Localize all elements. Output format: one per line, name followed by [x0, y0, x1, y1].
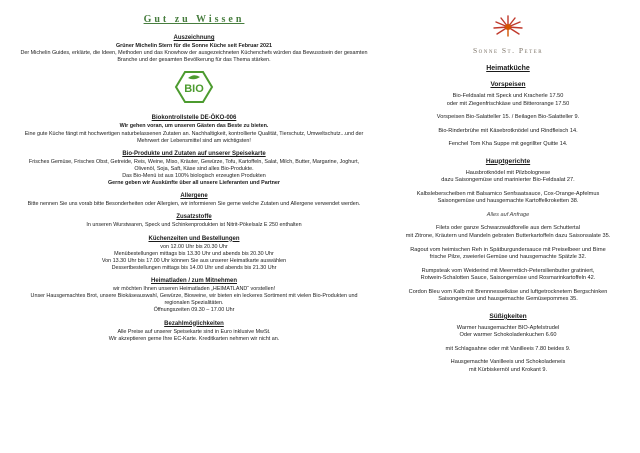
text-line: Eine gute Küche fängt mit hochwertigen naturbelassenen Zutaten an. Nachhaltigkeit, kontrollierte Qualität, Tierschutz, Umweltschutz...und der Mehrwert der Lebensmittel sind am wichtigsten!	[24, 130, 364, 144]
text-line: Menübestellungen mittags bis 13.30 Uhr und abends bis 20.30 Uhr	[114, 250, 274, 257]
bio-seal-logo	[174, 70, 214, 109]
menu-page	[392, 14, 624, 445]
info-page	[14, 14, 382, 445]
text-line: mit Zitrone, Kräutern und Mandeln gebraten Butterkartoffeln dazu Saisonsalate 35.	[405, 233, 611, 240]
menu-item	[392, 170, 624, 185]
text-line: Bio-Feldsalat mit Speck und Kracherle 17.50	[452, 93, 564, 99]
menu-section	[20, 236, 368, 273]
info-sections-container	[20, 115, 368, 342]
text-line: Dessertbestellungen mittags bis 14.00 Uhr und abends bis 21.30 Uhr	[111, 264, 277, 271]
menu-item	[392, 128, 624, 136]
menu-item	[392, 93, 624, 108]
text-line: In unseren Wurstwaren, Speck und Schinkenprodukten ist Nitrit-Pökelsalz E 250 enthalten	[86, 222, 302, 229]
menu-section	[20, 151, 368, 188]
menu-section	[392, 158, 624, 304]
text-line: Rumpsteak vom Weiderind mit Meerrettich-Petersilienbutter gratiniert,	[421, 267, 595, 274]
text-line: wir möchten Ihnen unseren Heimatladen „HEIMATLAND“ vorstellen!	[112, 286, 276, 292]
text-line: Rotwein-Schalotten Sauce, Saisongemüse und Rosmarinkartoffeln 42.	[420, 275, 596, 282]
section-heading: Allergene	[180, 193, 208, 200]
text-line: mit Schlagsahne oder mit Vanilleeis 7.80 beides 9.	[445, 345, 571, 352]
menu-item	[392, 268, 624, 283]
text-line: Kalbsleberscheiben mit Balsamico Senfsaatsauce, Cox-Orange-Apfelmus	[416, 190, 600, 197]
section-heading: Biokontrollstelle DE-ÖKO-006	[151, 115, 237, 122]
text-line: dazu Saisongemüse und marinierter Bio-Feldsalat 27.	[441, 177, 575, 184]
award-section-container	[20, 35, 368, 64]
leaf-icon	[188, 76, 200, 80]
text-line: oder mit Ziegenfrischkäse und Bitterorange 17.50	[446, 100, 570, 107]
text-line: Cordon Bleu vom Kalb mit Brennnesselkäse und luftgetrocknetem Bergschinken	[408, 288, 608, 295]
menu-section	[20, 278, 368, 315]
text-line: Von 13.30 Uhr bis 17.00 Uhr können Sie aus unserer Heimatkarte auswählen	[101, 257, 287, 264]
text-line: von 12.00 Uhr bis 20.30 Uhr	[160, 243, 228, 250]
section-heading: Küchenzeiten und Bestellungen	[148, 235, 240, 242]
menu-section	[20, 35, 368, 64]
section-heading: Bio-Produkte und Zutaten auf unserer Speisekarte	[122, 150, 266, 157]
text-line: Bio-Rinderbrühe mit Käsebrotknödel und Rindfleisch 14.	[438, 127, 578, 134]
sun-logo-icon	[491, 14, 525, 40]
bio-hexagon-icon	[174, 70, 214, 104]
menu-heading: Heimatküche	[486, 65, 530, 72]
text-line: Fenchel Tom Kha Suppe mit gegrillter Quitte 14.	[448, 141, 568, 148]
menu-section	[20, 321, 368, 343]
menu-section	[20, 214, 368, 229]
text-line: Das Bio-Menü ist aus 100% biologisch erzeugten Produkten	[122, 173, 266, 179]
menu-item	[392, 247, 624, 262]
text-line: Grüner Michelin Stern für die Sonne Küche seit Februar 2021	[115, 43, 273, 49]
text-line: Saisongemüse und hausgemachte Gemüsepommes 35.	[438, 296, 578, 303]
text-line: mit Kürbiskernöl und Krokant 9.	[468, 367, 548, 374]
text-line: Vorspeisen Bio-Salatteller 15. / Beilagen Bio-Salatteller 9.	[436, 114, 580, 121]
menu-section	[392, 81, 624, 149]
menu-item	[392, 325, 624, 340]
text-line: Filets oder ganze Schwarzwaldforelle aus dem Schuttertal	[436, 225, 580, 232]
text-line: Frisches Gemüse, Frisches Obst, Getreide, Reis, Weine, Miso, Kräuter, Gewürze, Tofu, Kartoffeln, Salat, Milch, Butter, Margarine, Joghurt, Olivenöl, Soja, Saft, Käse sind alles Bio-Produkte.	[28, 158, 360, 172]
menu-section	[392, 313, 624, 375]
menu-item	[392, 191, 624, 206]
section-heading: Bezahlmöglichkeiten	[164, 320, 224, 327]
brand-name: Sonne St. Peter	[472, 46, 544, 55]
text-line: Warmer hausgemachter BIO-Apfelstrudel	[456, 324, 560, 331]
menu-section	[20, 193, 368, 208]
text-line: Ragout vom heimischen Reh in Spätburgundersauce mit Preiselbeer und Birne	[410, 246, 606, 253]
text-line: Wir gehen voran, um unseren Gästen das Beste zu bieten.	[119, 123, 269, 130]
bio-seal-label: BIO	[184, 83, 204, 96]
text-line: Wir akzeptieren gerne Ihre EC-Karte. Kreditkarten nehmen wir nicht an.	[108, 335, 280, 342]
menu-item	[392, 359, 624, 374]
menu-item	[392, 114, 624, 122]
text-line: Alle Preise auf unserer Speisekarte sind in Euro inklusive MwSt.	[117, 328, 271, 335]
section-heading: Hauptgerichte	[485, 157, 531, 165]
section-heading: Süßigkeiten	[489, 312, 527, 320]
section-heading: Heimatladen / zum Mitnehmen	[150, 278, 237, 284]
text-line: frische Pilze, zweierlei Gemüse und hausgemachte Spätzle 32.	[429, 254, 587, 261]
text-line: Gerne geben wir Auskünfte über all unsere Lieferanten und Partner	[107, 180, 281, 187]
menu-item	[392, 346, 624, 354]
menu-sections-container	[392, 81, 624, 375]
text-line: Bitte nennen Sie uns vorab bitte Besonderheiten oder Allergien, wir informieren Sie gerne welche Zutaten und Allergene verwendet werden.	[27, 201, 361, 208]
menu-item	[392, 212, 624, 220]
menu-item	[392, 225, 624, 240]
page-title: Gut zu Wissen	[143, 14, 245, 25]
text-line: Saisongemüse und hausgemachte Kartoffelkroketten 38.	[437, 198, 579, 205]
section-heading: Zusatzstoffe	[176, 214, 212, 221]
text-line: Unser Hausgemachtes Brot, unsere Biokäseauswahl, Gewürze, Bioweine, wir bieten ein leckeres Sortiment mit vielen Bio-Produkten und regionalen Spezialitäten.	[30, 293, 358, 307]
menu-item	[392, 289, 624, 304]
text-line: Oder warmer Schokoladenkuchen 6.60	[459, 332, 557, 339]
section-heading: Auszeichnung	[173, 35, 215, 41]
text-line: Öffnungszeiten 09.30 – 17.00 Uhr	[153, 307, 235, 314]
text-line: Hausbrotknödel mit Pilzbolognese	[465, 169, 551, 176]
menu-section	[20, 115, 368, 144]
text-line: Hausgemachte Vanilleeis und Schokoladeneis	[450, 359, 566, 366]
menu-item	[392, 141, 624, 149]
text-line: Alles auf Anfrage	[486, 211, 530, 218]
section-heading: Vorspeisen	[490, 81, 526, 88]
brand-block	[392, 14, 624, 55]
text-line: Der Michelin Guides, erklärte, die Ideen, Methoden und das Knowhow der ausgezeichneten Küchenchefs würden das Bewusstsein der gesamten Branche und der gesamten Bevölkerung für das Thema stärken.	[20, 50, 368, 64]
